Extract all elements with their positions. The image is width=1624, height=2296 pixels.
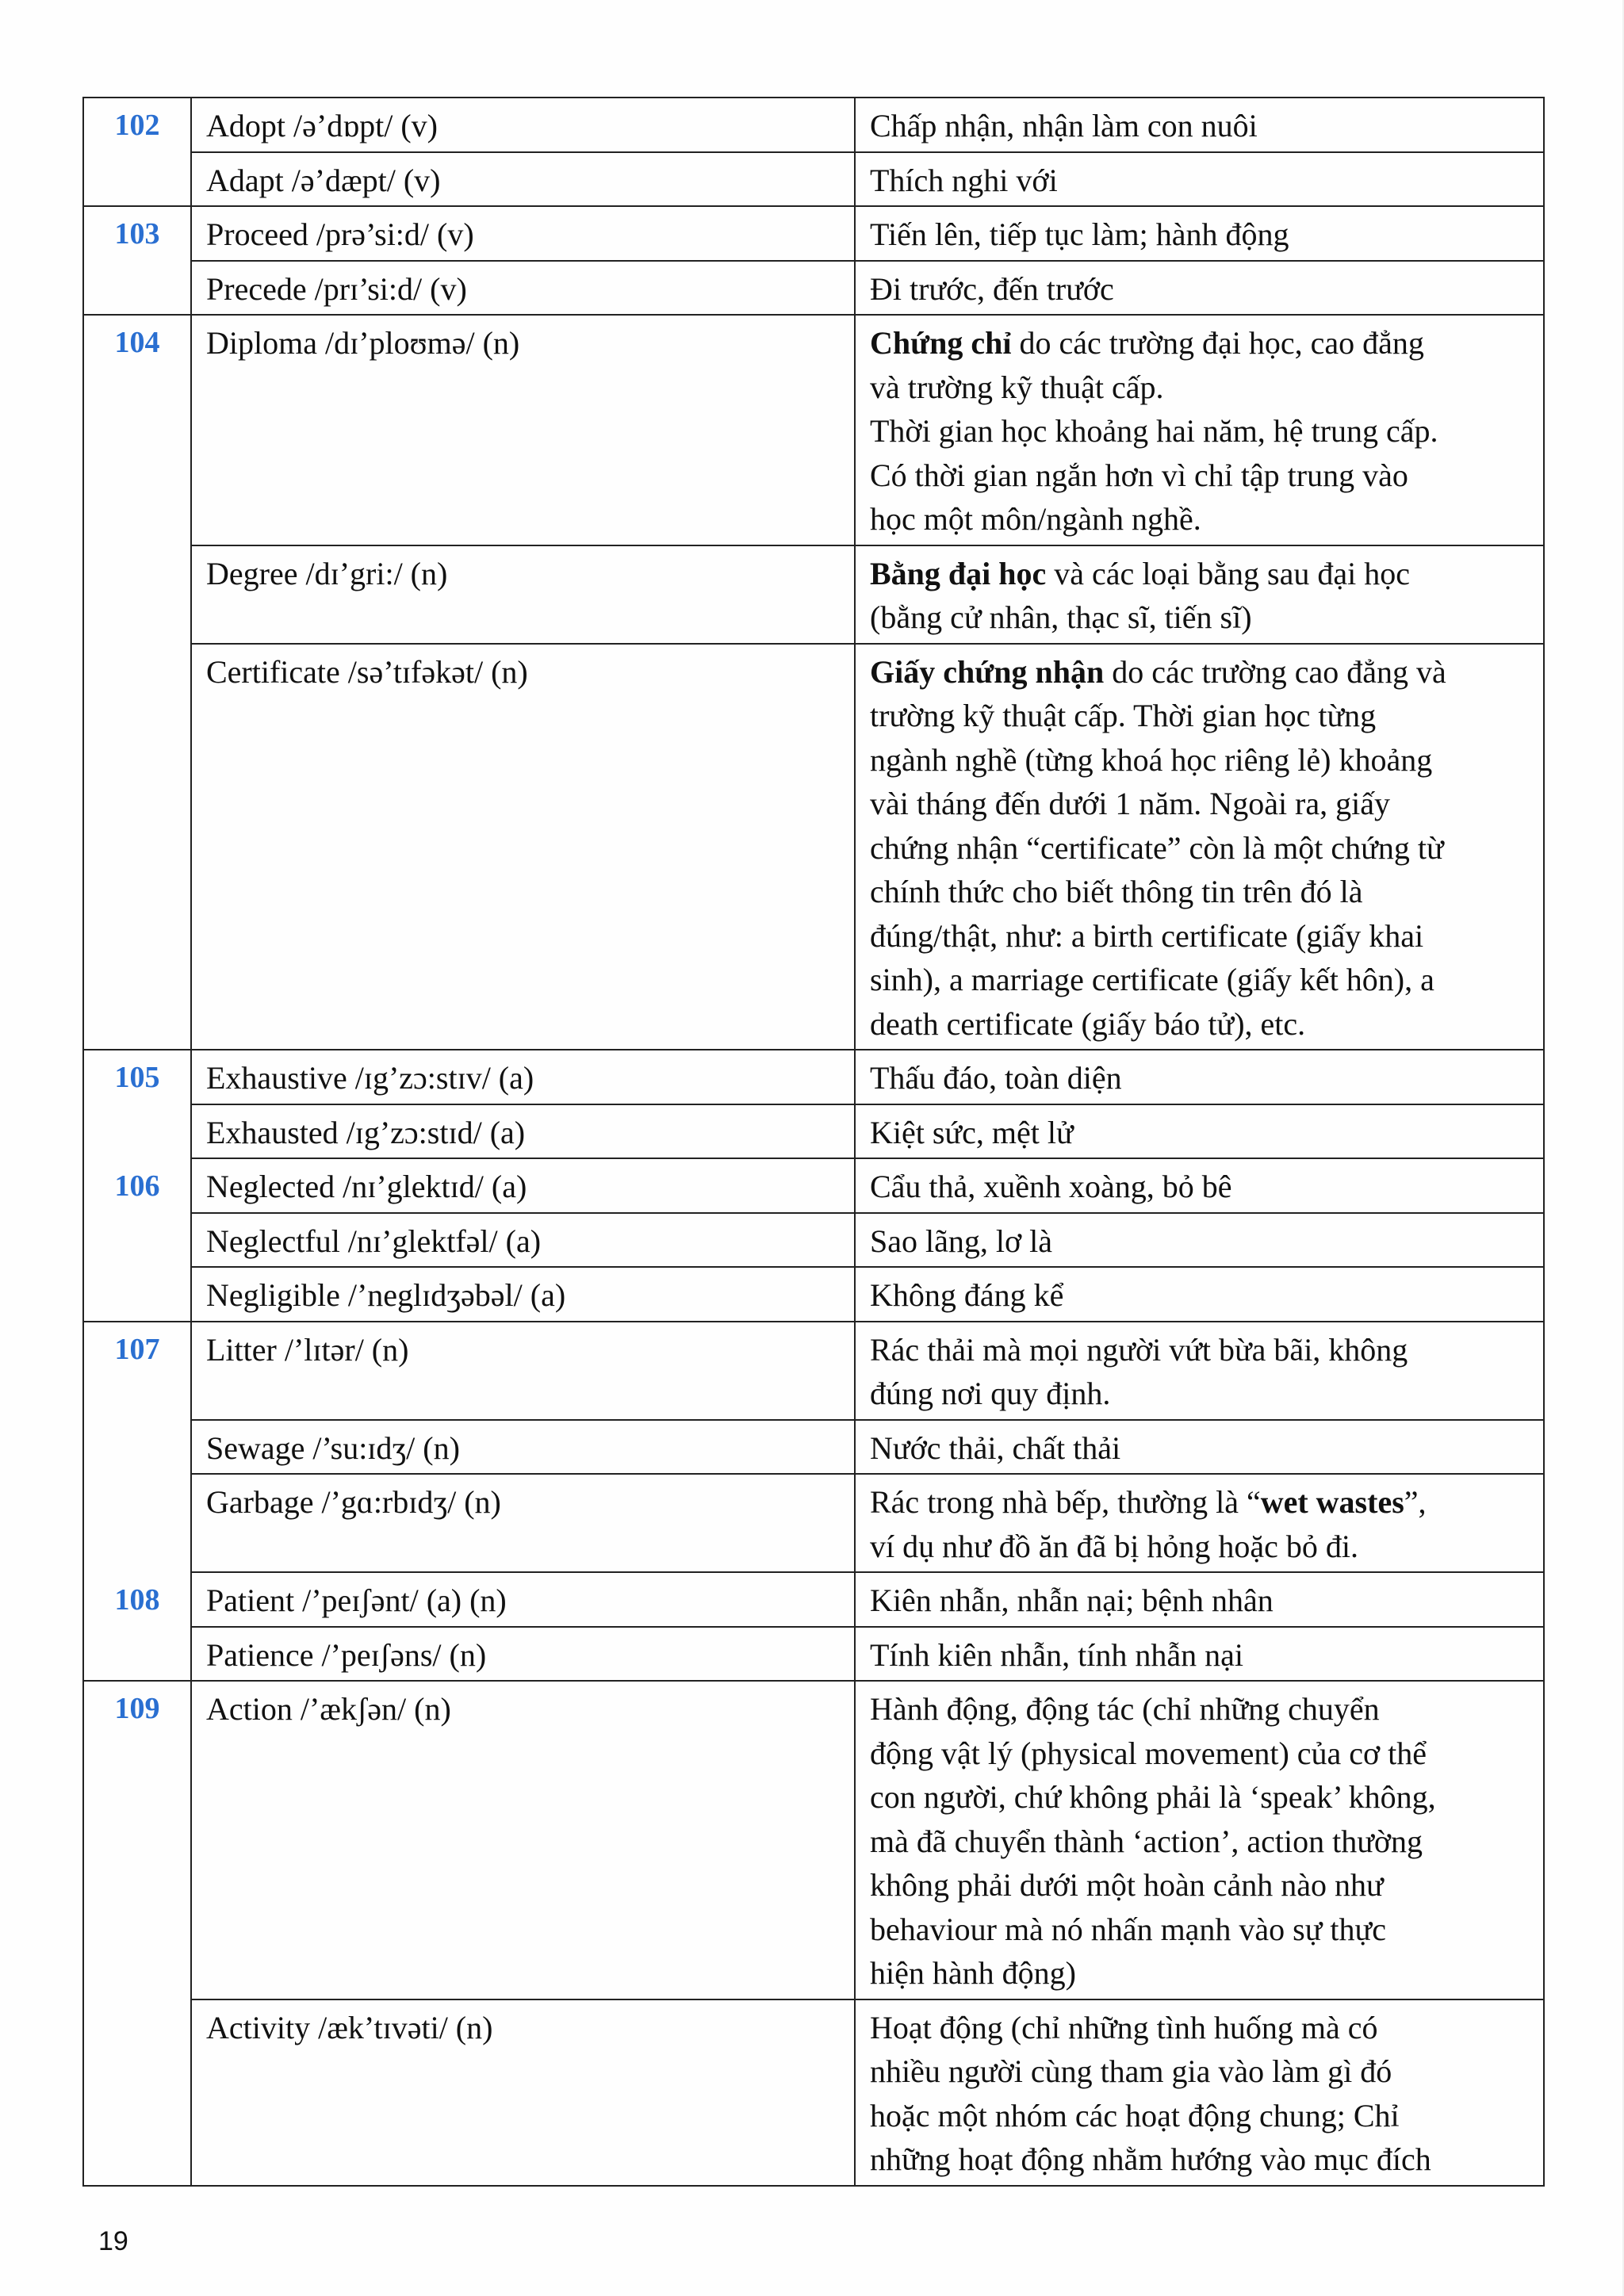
- table-row: [83, 1420, 1544, 1475]
- word-cell: Negligible /’neglɪdʒəbəl/ (a): [191, 1267, 855, 1322]
- meaning-cell: Kiên nhẫn, nhẫn nại; bệnh nhân: [855, 1572, 1544, 1627]
- meaning-text: trường kỹ thuật cấp. Thời gian học từng: [870, 698, 1377, 733]
- meaning-bold-term: Giấy chứng nhận: [870, 653, 1105, 690]
- meaning-cell: [855, 1474, 1544, 1572]
- table-row: [83, 1322, 1544, 1420]
- meaning-text: do các trường cao đẳng và: [1112, 653, 1446, 690]
- meaning-text: Rác trong nhà bếp, thường là “: [870, 1484, 1261, 1520]
- word-cell: Diploma /dɪ’ploʊmə/ (n): [191, 315, 855, 545]
- table-row: [83, 545, 1544, 644]
- meaning-text: đúng nơi quy định.: [870, 1376, 1111, 1411]
- meaning-text: Có thời gian ngắn hơn vì chỉ tập trung vào: [870, 457, 1408, 493]
- meaning-text: chính thức cho biết thông tin trên đó là: [870, 874, 1363, 909]
- meaning-cell: [855, 1999, 1544, 2186]
- word-cell: Certificate /sə’tɪfəkət/ (n): [191, 644, 855, 1050]
- entry-number: [83, 1267, 191, 1322]
- entry-number: [83, 152, 191, 207]
- meaning-text: Hoạt động (chỉ những tình huống mà có: [870, 2009, 1378, 2045]
- meaning-text: học một môn/ngành nghề.: [870, 501, 1201, 537]
- table-row: [83, 1627, 1544, 1682]
- table-row: [83, 206, 1544, 261]
- meaning-cell: Tính kiên nhẫn, tính nhẫn nại: [855, 1627, 1544, 1682]
- word-cell: Exhaustive /ɪg’zɔ:stɪv/ (a): [191, 1050, 855, 1104]
- entry-number: [83, 545, 191, 644]
- word-cell: Sewage /’su:ɪdʒ/ (n): [191, 1420, 855, 1475]
- meaning-text: sinh), a marriage certificate (giấy kết hôn), a: [870, 962, 1434, 997]
- meaning-cell: Cẩu thả, xuềnh xoàng, bỏ bê: [855, 1158, 1544, 1213]
- vocabulary-table: [82, 97, 1545, 2187]
- entry-number: [83, 1627, 191, 1682]
- entry-number: 108: [83, 1572, 191, 1627]
- meaning-cell: Đi trước, đến trước: [855, 261, 1544, 316]
- table-row: [83, 1104, 1544, 1159]
- meaning-bold-term: wet wastes: [1260, 1484, 1404, 1520]
- meaning-cell: Sao lãng, lơ là: [855, 1213, 1544, 1268]
- table-row: [83, 152, 1544, 207]
- meaning-cell: [855, 1322, 1544, 1420]
- meaning-cell: Tiến lên, tiếp tục làm; hành động: [855, 206, 1544, 261]
- entry-number: 103: [83, 206, 191, 261]
- meaning-text: behaviour mà nó nhấn mạnh vào sự thực: [870, 1911, 1386, 1947]
- meaning-text: con người, chứ không phải là ‘speak’ không,: [870, 1779, 1436, 1815]
- meaning-text: vài tháng đến dưới 1 năm. Ngoài ra, giấy: [870, 786, 1390, 821]
- meaning-cell: Chấp nhận, nhận làm con nuôi: [855, 98, 1544, 152]
- meaning-text: và các loại bằng sau đại học: [1054, 555, 1410, 591]
- meaning-text: Thời gian học khoảng hai năm, hệ trung cấp.: [870, 413, 1438, 449]
- word-cell: Neglectful /nɪ’glektfəl/ (a): [191, 1213, 855, 1268]
- word-cell: Garbage /’gɑ:rbɪdʒ/ (n): [191, 1474, 855, 1572]
- meaning-text: chứng nhận “certificate” còn là một chứng từ: [870, 829, 1444, 866]
- table-row: [83, 1267, 1544, 1322]
- entry-number: [83, 1999, 191, 2186]
- table-row: [83, 1213, 1544, 1268]
- meaning-bold-term: Bằng đại học: [870, 555, 1047, 591]
- entry-number: 109: [83, 1681, 191, 1999]
- page-number: 19: [98, 2226, 128, 2256]
- meaning-cell: Kiệt sức, mệt lử: [855, 1104, 1544, 1159]
- meaning-text: nhiều người cùng tham gia vào làm gì đó: [870, 2053, 1392, 2089]
- entry-number: [83, 1213, 191, 1268]
- meaning-cell: Nước thải, chất thải: [855, 1420, 1544, 1475]
- meaning-text: ”,: [1404, 1484, 1427, 1520]
- entry-number: [83, 1420, 191, 1475]
- word-cell: Proceed /prə’si:d/ (v): [191, 206, 855, 261]
- word-cell: Litter /’lɪtər/ (n): [191, 1322, 855, 1420]
- word-cell: Patient /’peɪʃənt/ (a) (n): [191, 1572, 855, 1627]
- meaning-cell: [855, 644, 1544, 1050]
- entry-number: 105: [83, 1050, 191, 1104]
- word-cell: Exhausted /ɪg’zɔ:stɪd/ (a): [191, 1104, 855, 1159]
- table-row: [83, 1999, 1544, 2186]
- table-row: [83, 1474, 1544, 1572]
- meaning-cell: [855, 315, 1544, 545]
- word-cell: Action /’ækʃən/ (n): [191, 1681, 855, 1999]
- table-row: [83, 1572, 1544, 1627]
- entry-number: [83, 1104, 191, 1159]
- meaning-cell: Thấu đáo, toàn diện: [855, 1050, 1544, 1104]
- table-row: [83, 644, 1544, 1050]
- meaning-text: và trường kỹ thuật cấp.: [870, 369, 1164, 405]
- meaning-cell: Không đáng kể: [855, 1267, 1544, 1322]
- meaning-text: death certificate (giấy báo tử), etc.: [870, 1005, 1306, 1042]
- entry-number: 104: [83, 315, 191, 545]
- table-row: [83, 1158, 1544, 1213]
- entry-number: 106: [83, 1158, 191, 1213]
- meaning-text: những hoạt động nhằm hướng vào mục đích: [870, 2141, 1431, 2177]
- entry-number: [83, 261, 191, 316]
- word-cell: Degree /dɪ’gri:/ (n): [191, 545, 855, 644]
- meaning-cell: [855, 1681, 1544, 1999]
- meaning-cell: Thích nghi với: [855, 152, 1544, 207]
- meaning-text: Hành động, động tác (chỉ những chuyển: [870, 1691, 1380, 1727]
- meaning-text: đúng/thật, như: a birth certificate (giấy khai: [870, 917, 1424, 954]
- table-row: [83, 315, 1544, 545]
- word-cell: Neglected /nɪ’glektɪd/ (a): [191, 1158, 855, 1213]
- word-cell: Precede /prɪ’si:d/ (v): [191, 261, 855, 316]
- table-row: [83, 1050, 1544, 1104]
- table-row: [83, 98, 1544, 152]
- meaning-bold-term: Chứng chỉ: [870, 325, 1012, 361]
- table-row: [83, 261, 1544, 316]
- meaning-text: động vật lý (physical movement) của cơ thể: [870, 1735, 1427, 1771]
- entry-number: [83, 1474, 191, 1572]
- meaning-text: Rác thải mà mọi người vứt bừa bãi, không: [870, 1331, 1408, 1368]
- meaning-text: hiện hành động): [870, 1955, 1076, 1991]
- meaning-text: do các trường đại học, cao đẳng: [1019, 325, 1424, 361]
- meaning-text: không phải dưới một hoàn cảnh nào như: [870, 1867, 1384, 1903]
- meaning-cell: [855, 545, 1544, 644]
- entry-number: 107: [83, 1322, 191, 1420]
- word-cell: Adapt /ə’dæpt/ (v): [191, 152, 855, 207]
- meaning-text: (bằng cử nhân, thạc sĩ, tiến sĩ): [870, 599, 1252, 635]
- meaning-text: hoặc một nhóm các hoạt động chung; Chỉ: [870, 2097, 1400, 2133]
- entry-number: 102: [83, 98, 191, 152]
- word-cell: Patience /’peɪʃəns/ (n): [191, 1627, 855, 1682]
- meaning-text: mà đã chuyển thành ‘action’, action thường: [870, 1823, 1423, 1859]
- entry-number: [83, 644, 191, 1050]
- word-cell: Adopt /ə’dɒpt/ (v): [191, 98, 855, 152]
- table-row: [83, 1681, 1544, 1999]
- meaning-text: ngành nghề (từng khoá học riêng lẻ) khoảng: [870, 741, 1433, 778]
- word-cell: Activity /æk’tɪvəti/ (n): [191, 1999, 855, 2186]
- meaning-text: ví dụ như đồ ăn đã bị hỏng hoặc bỏ đi.: [870, 1528, 1359, 1564]
